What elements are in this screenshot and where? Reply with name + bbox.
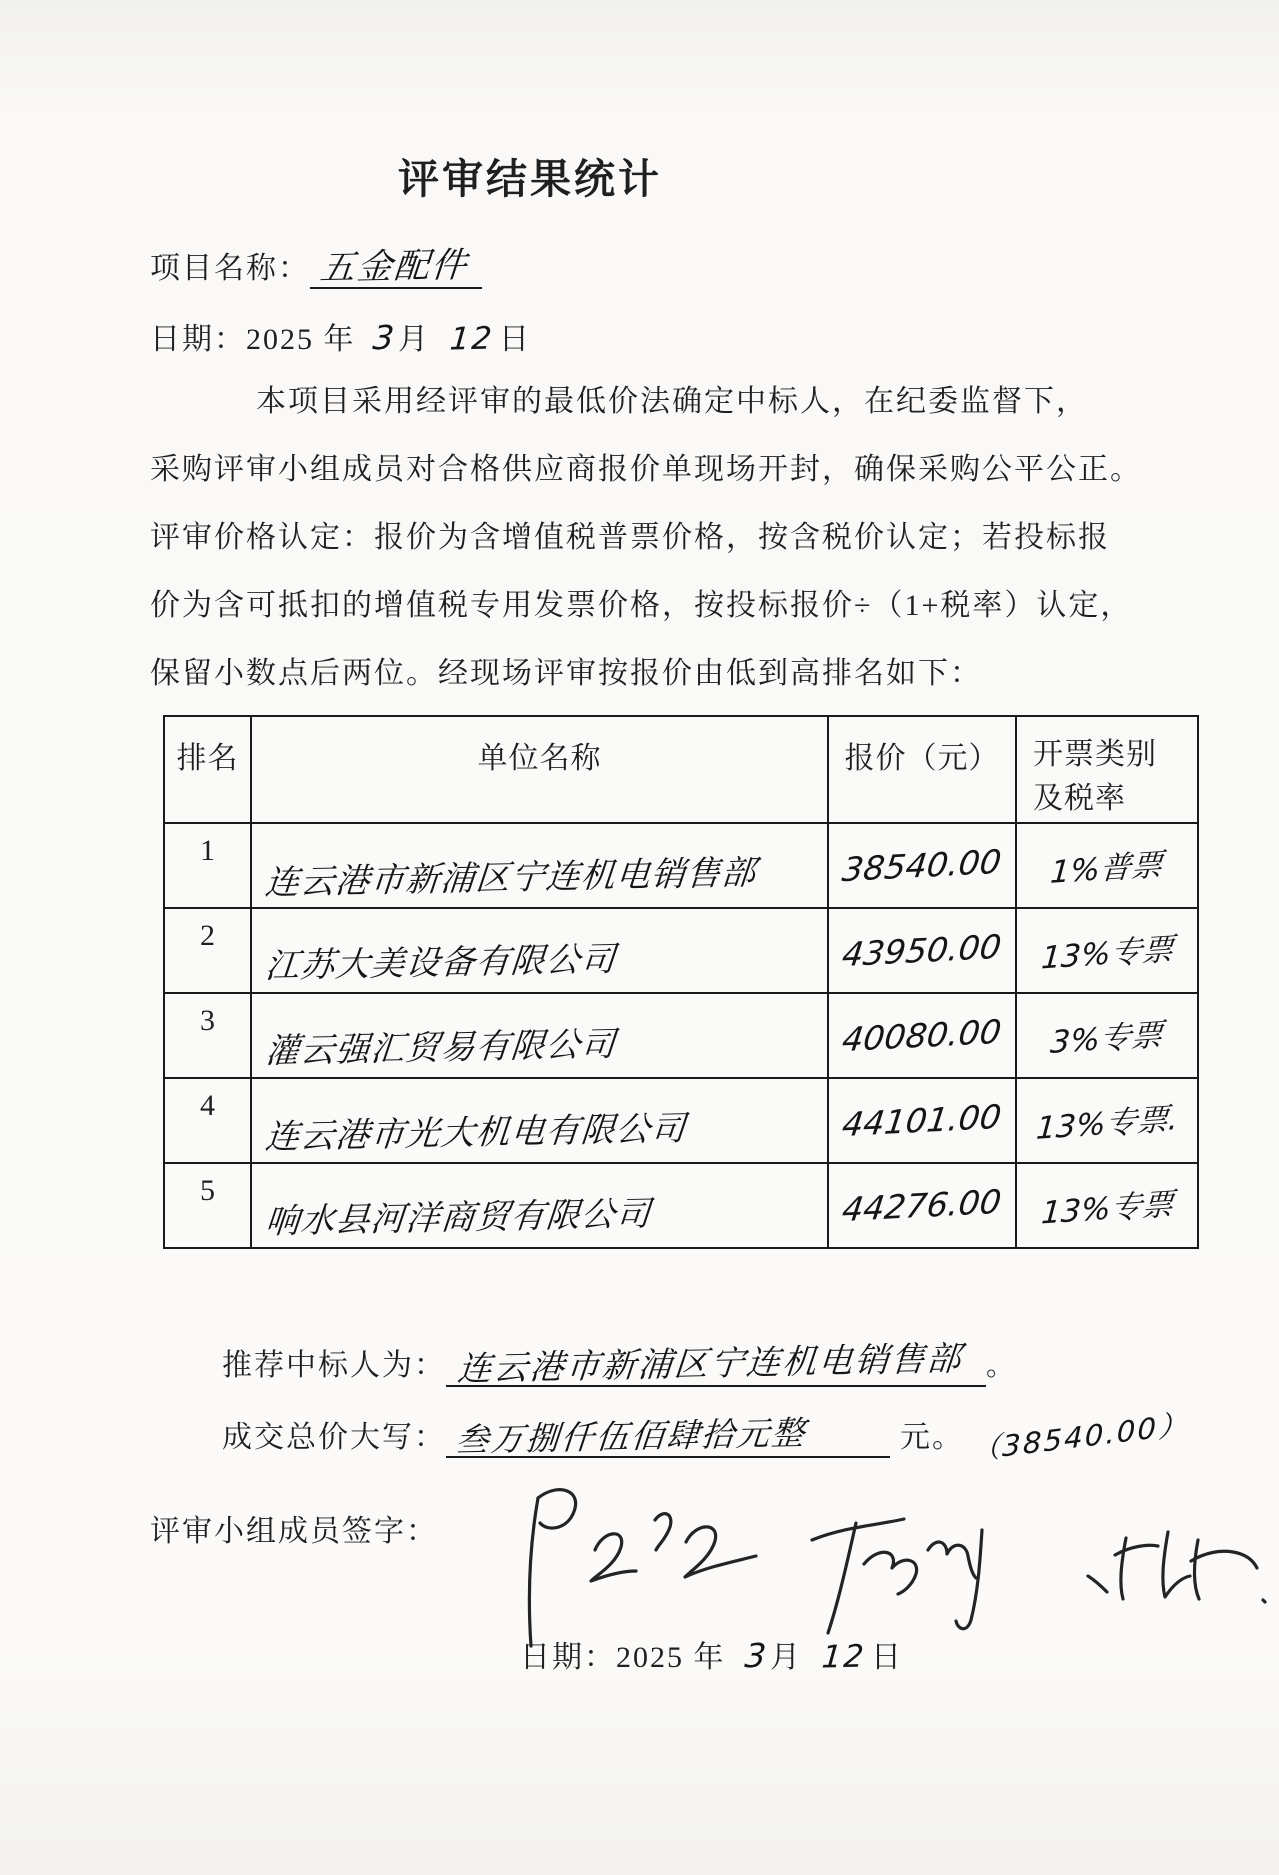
date-bottom-day-unit: 日: [870, 1641, 903, 1674]
price-cell: [828, 1163, 1016, 1248]
price-value: 40080.00: [840, 1011, 1004, 1060]
signature-scribble-3: [1088, 1532, 1265, 1602]
date-top-month-unit: 月: [398, 323, 430, 356]
price-value: 44276.00: [840, 1181, 1004, 1230]
company-cell: [251, 823, 828, 908]
date-bottom-label: 日期：: [520, 1641, 616, 1674]
paragraph-line: 价为含可抵扣的增值税专用发票价格，按投标报价÷（1+税率）认定，: [150, 589, 1133, 622]
table-row: [164, 1163, 1198, 1248]
date-line-bottom: [520, 1632, 903, 1676]
page-title: 评审结果统计: [398, 156, 662, 202]
rank-value: 5: [164, 1163, 251, 1248]
header-tax: 开票类别及税率: [1016, 716, 1198, 823]
tax-cell: [1016, 908, 1198, 993]
table-row: [164, 908, 1198, 993]
company-cell: [251, 1163, 828, 1248]
paragraph-line: 本项目采用经评审的最低价法确定中标人，在纪委监督下，: [256, 385, 1088, 418]
company-cell: [251, 908, 828, 993]
header-rank: 排名: [164, 716, 251, 823]
date-line-top: [150, 314, 531, 358]
project-name-value: 五金配件: [318, 245, 470, 289]
date-bottom-year: 2025 年: [616, 1641, 726, 1674]
price-value: 38540.00: [840, 841, 1004, 890]
tax-cell: [1016, 1163, 1198, 1248]
total-amount-numeric: （38540.00）: [970, 1406, 1190, 1468]
total-amount-underline: [446, 1413, 890, 1460]
date-top-day-unit: 日: [498, 323, 531, 356]
signature-scribble-1: [529, 1490, 756, 1646]
tax-cell: [1016, 823, 1198, 908]
body-paragraph: [150, 368, 1140, 708]
date-top-month-value: 3: [371, 317, 398, 358]
project-name-label: 项目名称：: [150, 252, 310, 285]
total-amount-label: 成交总价大写：: [222, 1421, 446, 1454]
table-header-row: [164, 716, 1198, 823]
signature-label: 评审小组成员签字：: [150, 1515, 438, 1548]
price-cell: [828, 908, 1016, 993]
rank-value: 3: [164, 993, 251, 1078]
company-value: 连云港市新浦区宁连机电销售部: [263, 852, 758, 904]
company-cell: [251, 1078, 828, 1163]
company-cell: [251, 993, 828, 1078]
paragraph-line: 评审价格认定：报价为含增值税普票价格，按含税价认定；若投标报: [150, 521, 1110, 554]
table-row: [164, 1078, 1198, 1163]
rank-value: 4: [164, 1078, 251, 1163]
tax-value: 13%专票: [1039, 931, 1174, 977]
ranking-table: [163, 715, 1199, 1249]
date-top-label: 日期：: [150, 323, 246, 356]
price-cell: [828, 823, 1016, 908]
recommended-winner-label: 推荐中标人为：: [222, 1349, 446, 1382]
recommended-winner-underline: [446, 1338, 986, 1390]
recommended-winner-value: 连云港市新浦区宁连机电销售部: [455, 1338, 965, 1390]
recommended-winner-period: 。: [986, 1351, 1017, 1382]
table-row: [164, 823, 1198, 908]
company-value: 响水县河洋商贸有限公司: [263, 1193, 653, 1243]
tax-value: 3%专票: [1049, 1017, 1165, 1061]
rank-value: 1: [164, 823, 251, 908]
rank-value: 2: [164, 908, 251, 993]
price-cell: [828, 993, 1016, 1078]
recommended-winner-line: [222, 1338, 1017, 1390]
project-name-underline: [310, 245, 482, 289]
tax-cell: [1016, 1078, 1198, 1163]
signature-scribble-2: [812, 1519, 982, 1633]
signature-section-label-line: [150, 1506, 438, 1550]
price-cell: [828, 1078, 1016, 1163]
header-price: 报价（元）: [828, 716, 1016, 823]
date-bottom-month-value: 3: [743, 1635, 770, 1676]
date-top-year: 2025 年: [246, 323, 356, 356]
tax-cell: [1016, 993, 1198, 1078]
header-company: 单位名称: [251, 716, 828, 823]
price-value: 44101.00: [840, 1096, 1004, 1145]
total-amount-words: 叁万捌仟伍佰肆拾元整: [454, 1413, 809, 1460]
paragraph-line: 采购评审小组成员对合格供应商报价单现场开封，确保采购公平公正。: [150, 453, 1142, 486]
table-row: [164, 993, 1198, 1078]
paragraph-line: 保留小数点后两位。经现场评审按报价由低到高排名如下：: [150, 657, 982, 690]
tax-value: 1%普票: [1049, 847, 1165, 891]
company-value: 连云港市光大机电有限公司: [263, 1108, 688, 1158]
date-bottom-day-value: 12: [819, 1638, 867, 1676]
company-value: 江苏大美设备有限公司: [263, 939, 618, 987]
date-bottom-month-unit: 月: [770, 1641, 802, 1674]
project-name-line: [150, 243, 482, 289]
total-amount-unit: 元。: [900, 1421, 964, 1454]
total-amount-line: [222, 1406, 1190, 1468]
date-top-day-value: 12: [447, 320, 495, 358]
tax-value: 13%专票: [1039, 1186, 1174, 1232]
price-value: 43950.00: [840, 926, 1004, 975]
company-value: 灌云强汇贸易有限公司: [263, 1024, 618, 1072]
tax-value: 13%专票.: [1034, 1101, 1179, 1147]
